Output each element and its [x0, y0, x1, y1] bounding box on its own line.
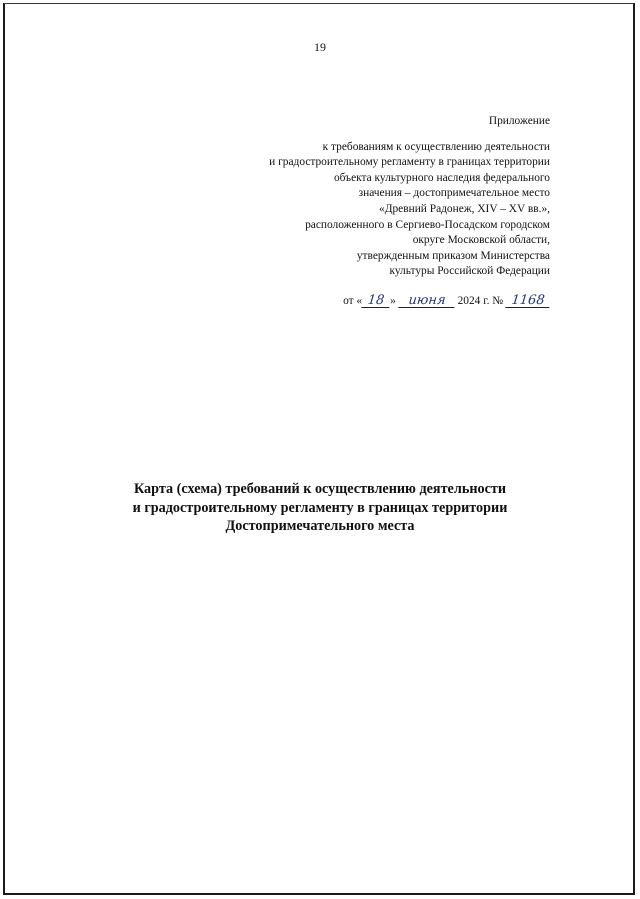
appendix-line: к требованиям к осуществлению деятельности [322, 140, 550, 153]
map-title-line: Достопримечательного места [225, 518, 415, 535]
order-date-line [269, 294, 550, 310]
appendix-line: округе Московской области, [412, 234, 550, 247]
handwritten-day: 18 [361, 294, 390, 308]
map-title [0, 480, 640, 536]
appendix-line: значения – достопримечательное место [358, 187, 550, 200]
map-title-line: Карта (схема) требований к осуществлению деятельности [133, 481, 507, 497]
appendix-line: расположенного в Сергиево-Посадском городском [305, 218, 550, 231]
appendix-line: «Древний Радонеж, XIV – XV вв.», [379, 202, 550, 215]
order-quote-close: » [390, 294, 396, 307]
handwritten-order-number: 1168 [505, 294, 550, 308]
handwritten-month: июня [398, 294, 455, 308]
page-number: 19 [314, 40, 326, 54]
order-year: 2024 г. № [457, 294, 504, 307]
appendix-line: и градостроительному регламенту в границах территории [269, 156, 550, 169]
order-prefix: от « [343, 294, 363, 307]
appendix-line: культуры Российской Федерации [389, 265, 550, 278]
appendix-header [269, 114, 550, 310]
map-title-line: и градостроительному регламенту в границах территории [132, 499, 508, 516]
appendix-line: утвержденным приказом Министерства [356, 249, 550, 262]
appendix-title: Приложение [488, 115, 550, 127]
appendix-line: объекта культурного наследия федерального [333, 171, 550, 184]
